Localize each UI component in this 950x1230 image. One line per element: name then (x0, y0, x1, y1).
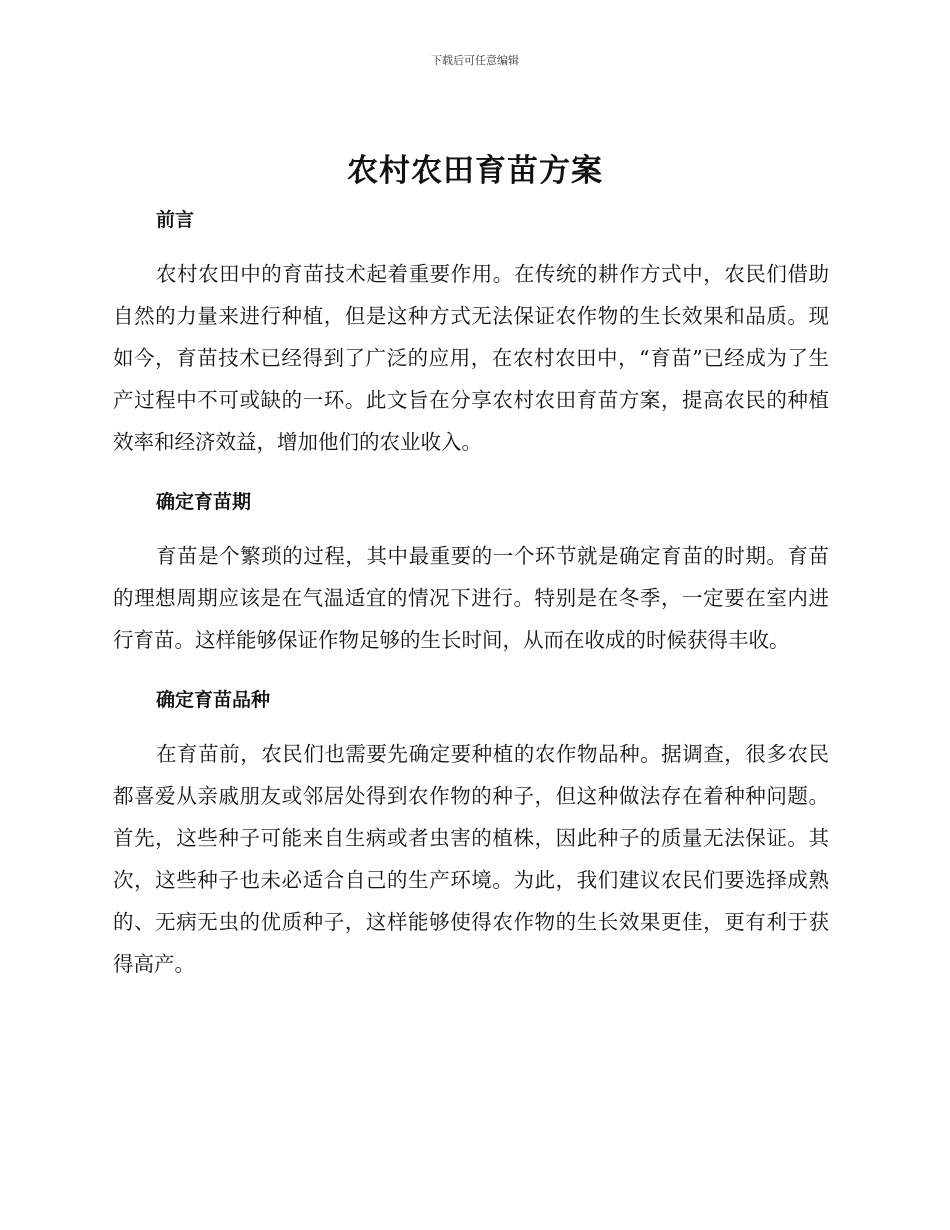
section-preface (113, 199, 829, 463)
section-heading: 确定育苗品种 (156, 689, 271, 711)
section-heading: 确定育苗期 (156, 491, 252, 513)
section-heading: 前言 (156, 209, 195, 231)
section-seedling-variety (113, 679, 829, 985)
header-note: 下载后可任意编辑 (431, 54, 519, 67)
section-seedling-period (113, 481, 829, 661)
document-content (113, 199, 829, 1003)
section-paragraph: 在育苗前，农民们也需要先确定要种植的农作物品种。据调查，很多农民都喜爱从亲戚朋友或邻居处得到农作物的种子，但这种做法存在着种种问题。首先，这些种子可能来自生病或者虫害的植株，因此种子的质量无法保证。其次，这些种子也未必适合自己的生产环境。为此，我们建议农民们要选择成熟的、无病无虫的优质种子，这样能够使得农作物的生长效果更佳，更有利于获得高产。 (113, 742, 829, 976)
document-title: 农村农田育苗方案 (347, 153, 603, 189)
section-paragraph: 育苗是个繁琐的过程，其中最重要的一个环节就是确定育苗的时期。育苗的理想周期应该是在气温适宜的情况下进行。特别是在冬季，一定要在室内进行育苗。这样能够保证作物足够的生长时间，从而在收成的时候获得丰收。 (113, 544, 829, 652)
section-paragraph: 农村农田中的育苗技术起着重要作用。在传统的耕作方式中，农民们借助自然的力量来进行种植，但是这种方式无法保证农作物的生长效果和品质。现如今，育苗技术已经得到了广泛的应用，在农村农田中，“育苗”已经成为了生产过程中不可或缺的一环。此文旨在分享农村农田育苗方案，提高农民的种植效率和经济效益，增加他们的农业收入。 (113, 262, 829, 454)
